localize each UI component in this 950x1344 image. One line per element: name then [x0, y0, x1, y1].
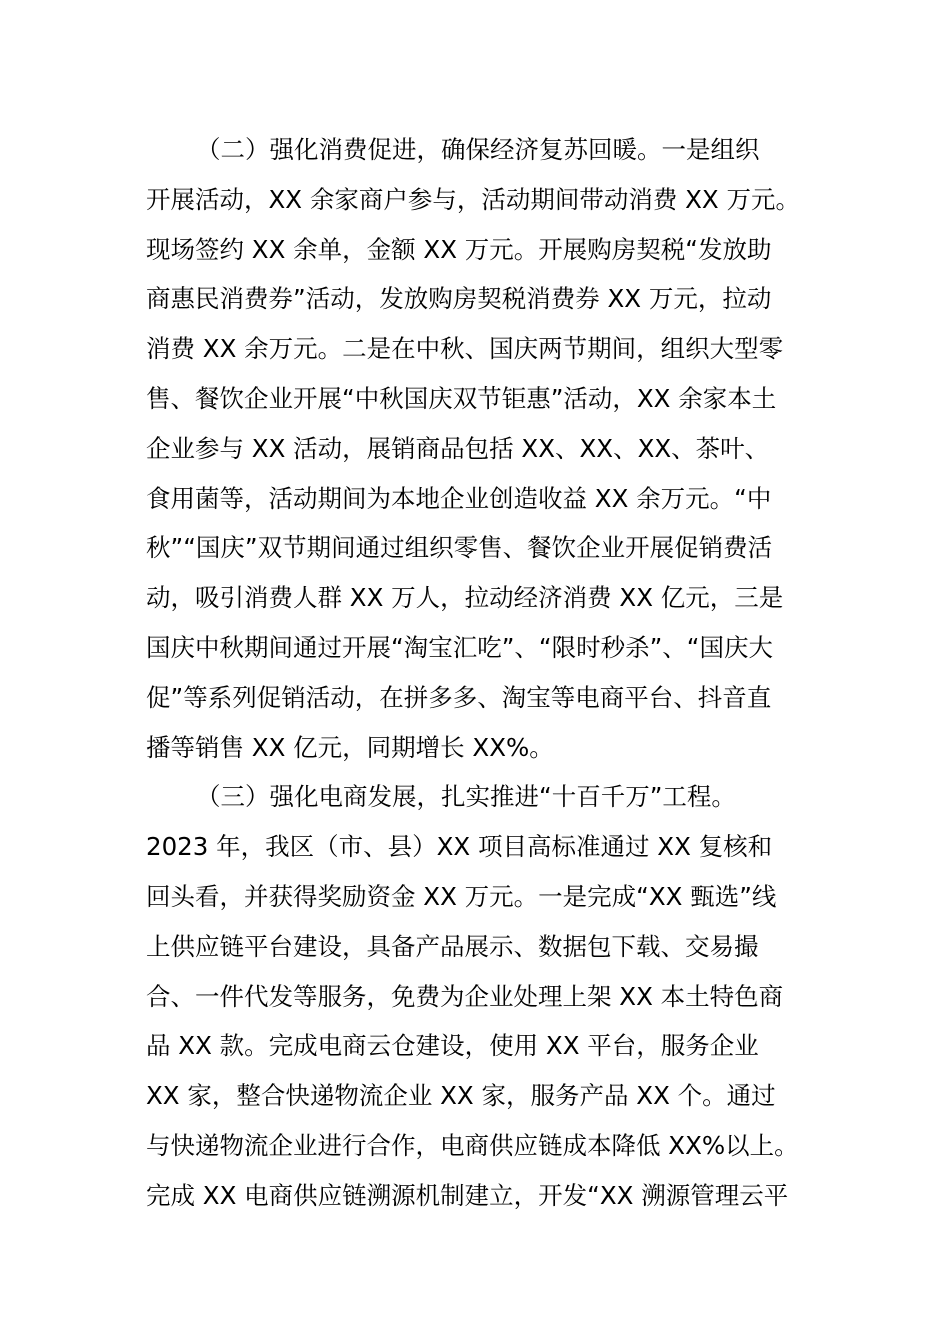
paragraph-2-line-11: 国庆中秋期间通过开展“淘宝汇吃”、“限时秒杀”、“国庆大: [146, 632, 773, 662]
paragraph-2-line-6: 售、餐饮企业开展“中秋国庆双节钜惠”活动，XX 余家本土: [146, 383, 777, 413]
paragraph-3-line-4: 上供应链平台建设，具备产品展示、数据包下载、交易撮: [146, 931, 759, 961]
paragraph-2-line-3: 现场签约 XX 余单，金额 XX 万元。开展购房契税“发放助: [146, 234, 772, 264]
paragraph-2-line-10: 动，吸引消费人群 XX 万人，拉动经济消费 XX 亿元，三是: [146, 583, 784, 613]
paragraph-3-line-8: 与快递物流企业进行合作，电商供应链成本降低 XX%以上。: [146, 1130, 799, 1160]
paragraph-2-line-4: 商惠民消费券”活动，发放购房契税消费券 XX 万元，拉动: [146, 284, 772, 314]
paragraph-3-line-5: 合、一件代发等服务，免费为企业处理上架 XX 本土特色商: [146, 981, 784, 1011]
paragraph-2-line-8: 食用菌等，活动期间为本地企业创造收益 XX 余万元。“中: [146, 483, 772, 513]
paragraph-3-line-6: 品 XX 款。完成电商云仓建设，使用 XX 平台，服务企业: [146, 1031, 759, 1061]
paragraph-3-line-9: 完成 XX 电商供应链溯源机制建立，开发“XX 溯源管理云平: [146, 1180, 789, 1210]
paragraph-3-line-1: （三）强化电商发展，扎实推进“十百千万”工程。: [196, 782, 736, 812]
paragraph-2-line-2: 开展活动，XX 余家商户参与，活动期间带动消费 XX 万元。: [146, 184, 800, 214]
document-body: [146, 125, 814, 1221]
paragraph-2-line-5: 消费 XX 余万元。二是在中秋、国庆两节期间，组织大型零: [146, 334, 784, 364]
paragraph-3-line-2: 2023 年，我区（市、县）XX 项目高标准通过 XX 复核和: [146, 832, 773, 862]
paragraph-2-line-9: 秋”“国庆”双节期间通过组织零售、餐饮企业开展促销费活: [146, 533, 773, 563]
paragraph-2-line-13: 播等销售 XX 亿元，同期增长 XX%。: [146, 732, 554, 762]
paragraph-3-line-3: 回头看，并获得奖励资金 XX 万元。一是完成“XX 甄选”线: [146, 881, 777, 911]
paragraph-2-line-12: 促”等系列促销活动，在拼多多、淘宝等电商平台、抖音直: [146, 682, 772, 712]
paragraph-2-line-1: （二）强化消费促进，确保经济复苏回暖。一是组织: [196, 135, 760, 164]
paragraph-3-line-7: XX 家，整合快递物流企业 XX 家，服务产品 XX 个。通过: [146, 1081, 776, 1111]
paragraph-2-line-7: 企业参与 XX 活动，展销商品包括 XX、XX、XX、茶叶、: [146, 433, 770, 463]
